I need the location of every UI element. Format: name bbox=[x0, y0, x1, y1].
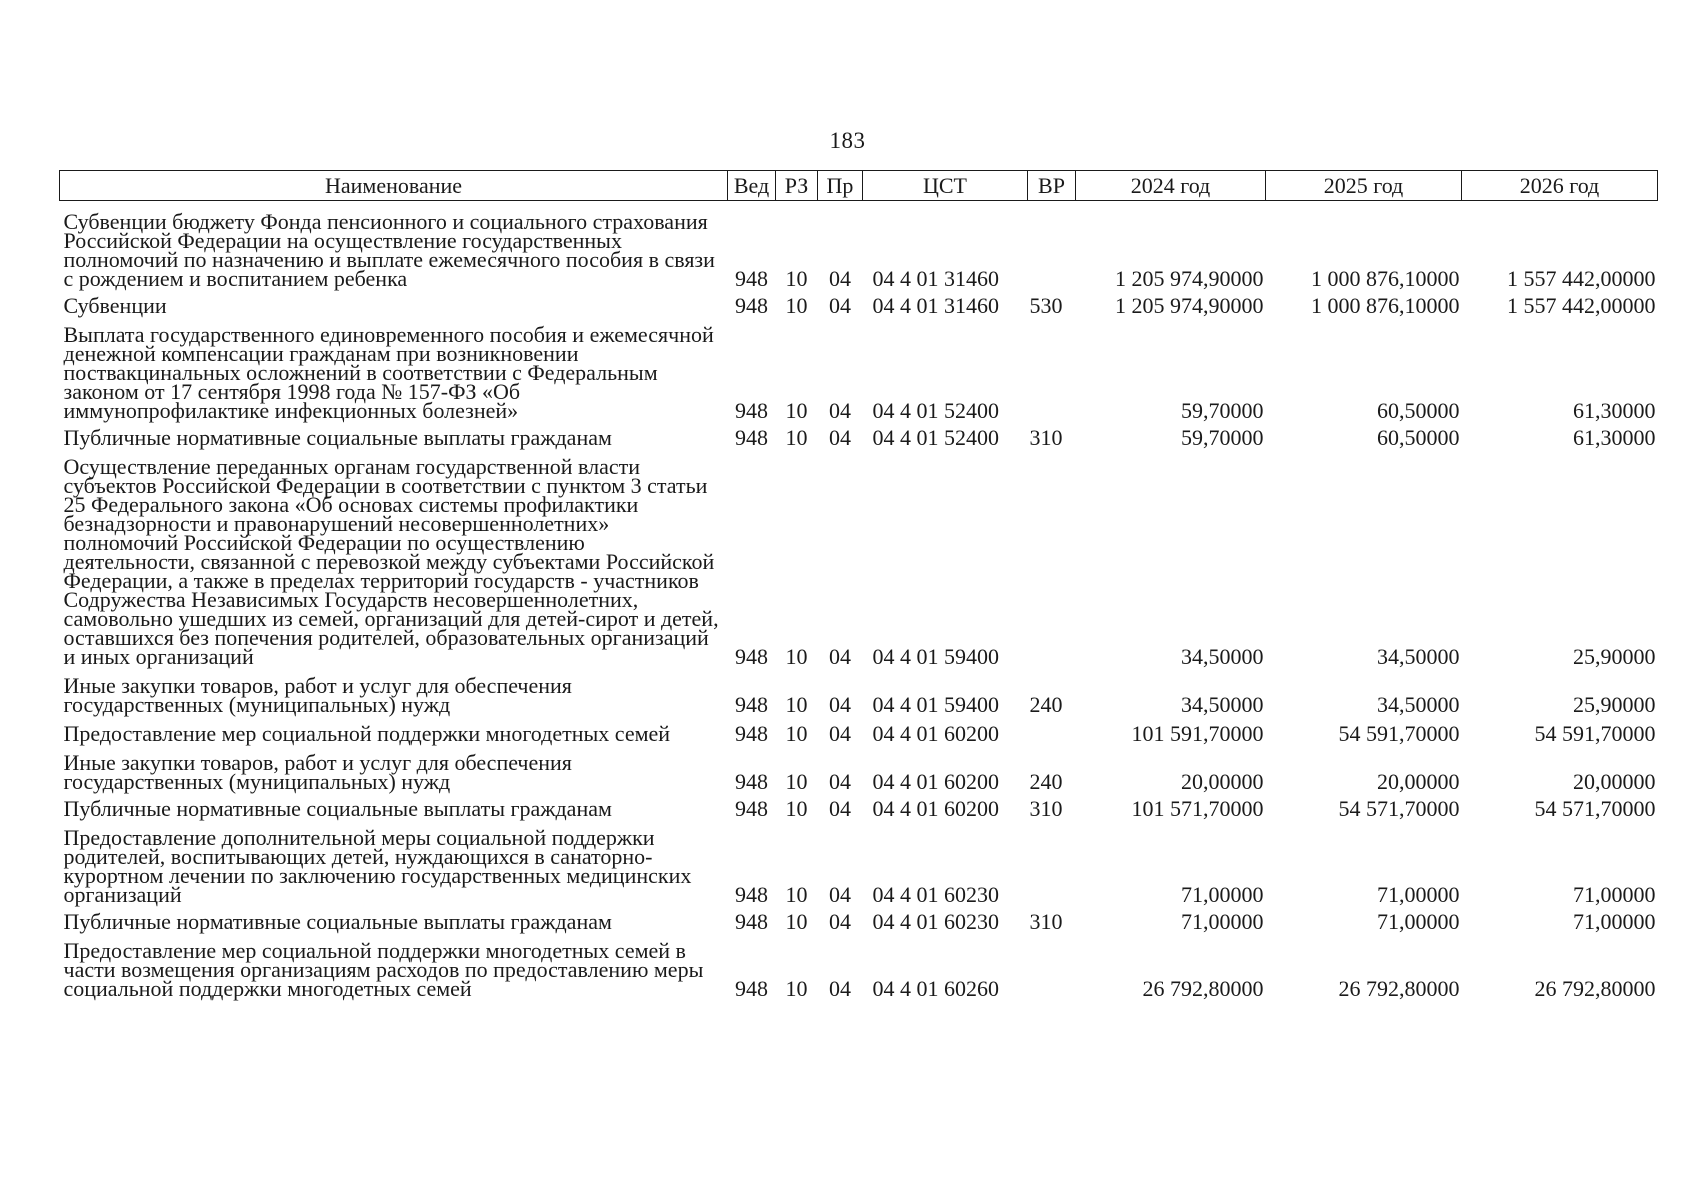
row-cst: 04 4 01 59400 bbox=[872, 644, 999, 669]
row-rz: 10 bbox=[785, 293, 808, 318]
row-2024: 101 571,70000 bbox=[1131, 796, 1264, 821]
row-ved: 948 bbox=[735, 882, 768, 907]
row-cst: 04 4 01 60200 bbox=[872, 796, 999, 821]
row-2026: 71,00000 bbox=[1573, 882, 1656, 907]
row-ved: 948 bbox=[735, 721, 768, 746]
row-2026: 71,00000 bbox=[1573, 909, 1656, 934]
table-row bbox=[60, 791, 1658, 818]
header-vr: ВР bbox=[1028, 171, 1076, 201]
row-2026: 25,90000 bbox=[1573, 644, 1656, 669]
table-row bbox=[60, 420, 1658, 447]
row-2026: 54 591,70000 bbox=[1534, 721, 1656, 746]
row-2025: 20,00000 bbox=[1377, 769, 1460, 794]
row-pr: 04 bbox=[829, 692, 851, 717]
row-rz: 10 bbox=[785, 721, 808, 746]
row-vr bbox=[1028, 315, 1076, 420]
row-2026: 20,00000 bbox=[1573, 769, 1656, 794]
budget-table bbox=[59, 170, 1658, 1001]
row-vr: 310 bbox=[1029, 796, 1063, 821]
table-header-row bbox=[60, 171, 1658, 201]
row-pr: 04 bbox=[829, 398, 851, 423]
row-name: Предоставление мер социальной поддержки многодетных семей в части возмещения организациям расходов по предоставлению меры социальной поддержки многодетных семей bbox=[63, 938, 704, 1001]
row-name: Иные закупки товаров, работ и услуг для обеспечения государственных (муниципальных) нужд bbox=[63, 673, 572, 717]
row-vr: 240 bbox=[1029, 769, 1063, 794]
row-cst: 04 4 01 60230 bbox=[872, 882, 999, 907]
row-2026: 61,30000 bbox=[1573, 425, 1656, 450]
row-rz: 10 bbox=[785, 909, 808, 934]
row-2026: 1 557 442,00000 bbox=[1507, 266, 1656, 291]
row-vr: 530 bbox=[1029, 293, 1063, 318]
table-row bbox=[60, 931, 1658, 998]
row-2025: 1 000 876,10000 bbox=[1311, 266, 1460, 291]
row-name: Публичные нормативные социальные выплаты гражданам bbox=[63, 425, 612, 450]
header-cst: ЦСТ bbox=[863, 171, 1028, 201]
row-cst: 04 4 01 60230 bbox=[872, 909, 999, 934]
row-2026: 54 571,70000 bbox=[1534, 796, 1656, 821]
row-rz: 10 bbox=[785, 644, 808, 669]
row-2024: 1 205 974,90000 bbox=[1115, 293, 1264, 318]
row-2025: 54 591,70000 bbox=[1338, 721, 1460, 746]
header-pr: Пр bbox=[818, 171, 863, 201]
row-cst: 04 4 01 52400 bbox=[872, 425, 999, 450]
table-row bbox=[60, 288, 1658, 315]
row-2025: 60,50000 bbox=[1377, 398, 1460, 423]
row-2025: 60,50000 bbox=[1377, 425, 1460, 450]
row-vr bbox=[1028, 447, 1076, 666]
page-number: 183 bbox=[829, 128, 866, 153]
row-rz: 10 bbox=[785, 425, 808, 450]
row-rz: 10 bbox=[785, 692, 808, 717]
row-name: Осуществление переданных органам государственной власти субъектов Российской Федерации в соответствии с пунктом 3 статьи 25 Федерального закона «Об основах системы профилактики безнадзорности и правонарушений несовершеннолетних» полномочий Российской Федерации по осуществлению деятельности, связанной с перевозкой между субъектами Российской Федерации, а также в пределах территорий государств - участников Содружества Независимых Государств несовершеннолетних, самовольно ушедших из семей, организаций для детей-сирот и детей, оставшихся без попечения родителей, образовательных организаций и иных организаций bbox=[63, 454, 719, 669]
row-2025: 34,50000 bbox=[1377, 644, 1460, 669]
row-ved: 948 bbox=[735, 425, 768, 450]
row-vr: 310 bbox=[1029, 425, 1063, 450]
header-2025: 2025 год bbox=[1266, 171, 1462, 201]
table-row bbox=[60, 743, 1658, 791]
row-ved: 948 bbox=[735, 293, 768, 318]
row-cst: 04 4 01 60260 bbox=[872, 976, 999, 1001]
row-rz: 10 bbox=[785, 266, 808, 291]
row-pr: 04 bbox=[829, 796, 851, 821]
row-2025: 1 000 876,10000 bbox=[1311, 293, 1460, 318]
row-ved: 948 bbox=[735, 769, 768, 794]
row-2024: 71,00000 bbox=[1181, 882, 1264, 907]
row-name: Предоставление дополнительной меры социальной поддержки родителей, воспитывающих детей, нуждающихся в санаторно-курортном лечении по заключению государственных медицинских организаций bbox=[63, 825, 692, 907]
row-2024: 26 792,80000 bbox=[1142, 976, 1264, 1001]
row-cst: 04 4 01 60200 bbox=[872, 721, 999, 746]
row-2026: 26 792,80000 bbox=[1534, 976, 1656, 1001]
row-2026: 61,30000 bbox=[1573, 398, 1656, 423]
row-rz: 10 bbox=[785, 796, 808, 821]
row-pr: 04 bbox=[829, 909, 851, 934]
row-pr: 04 bbox=[829, 976, 851, 1001]
row-2025: 26 792,80000 bbox=[1338, 976, 1460, 1001]
table-row bbox=[60, 201, 1658, 289]
row-pr: 04 bbox=[829, 721, 851, 746]
row-ved: 948 bbox=[735, 976, 768, 1001]
row-pr: 04 bbox=[829, 644, 851, 669]
header-rz: РЗ bbox=[776, 171, 818, 201]
row-ved: 948 bbox=[735, 398, 768, 423]
row-2025: 71,00000 bbox=[1377, 882, 1460, 907]
header-name: Наименование bbox=[60, 171, 728, 201]
row-name: Предоставление мер социальной поддержки многодетных семей bbox=[63, 721, 671, 746]
row-2025: 54 571,70000 bbox=[1338, 796, 1460, 821]
row-2024: 101 591,70000 bbox=[1131, 721, 1264, 746]
row-pr: 04 bbox=[829, 425, 851, 450]
header-2026: 2026 год bbox=[1462, 171, 1658, 201]
row-ved: 948 bbox=[735, 692, 768, 717]
row-cst: 04 4 01 31460 bbox=[872, 293, 999, 318]
row-2024: 20,00000 bbox=[1181, 769, 1264, 794]
row-cst: 04 4 01 60200 bbox=[872, 769, 999, 794]
row-rz: 10 bbox=[785, 398, 808, 423]
row-pr: 04 bbox=[829, 266, 851, 291]
row-vr: 240 bbox=[1029, 692, 1063, 717]
row-ved: 948 bbox=[735, 644, 768, 669]
table-row bbox=[60, 818, 1658, 904]
row-vr bbox=[1028, 201, 1076, 289]
table-row bbox=[60, 315, 1658, 420]
row-vr: 310 bbox=[1029, 909, 1063, 934]
row-pr: 04 bbox=[829, 293, 851, 318]
row-2024: 71,00000 bbox=[1181, 909, 1264, 934]
table-row bbox=[60, 904, 1658, 931]
row-ved: 948 bbox=[735, 796, 768, 821]
row-name: Выплата государственного единовременного пособия и ежемесячной денежной компенсации гражданам при возникновении поствакцинальных осложнений в соответствии с Федеральным законом от 17 сентября 1998 года № 157-ФЗ «Об иммунопрофилактике инфекционных болезней» bbox=[63, 322, 714, 423]
row-rz: 10 bbox=[785, 769, 808, 794]
row-name: Публичные нормативные социальные выплаты гражданам bbox=[63, 796, 612, 821]
row-cst: 04 4 01 31460 bbox=[872, 266, 999, 291]
row-name: Субвенции бюджету Фонда пенсионного и социального страхования Российской Федерации на осуществление государственных полномочий по назначению и выплате ежемесячного пособия в связи с рождением и воспитанием ребенка bbox=[63, 209, 715, 291]
header-2024: 2024 год bbox=[1076, 171, 1266, 201]
row-cst: 04 4 01 52400 bbox=[872, 398, 999, 423]
row-pr: 04 bbox=[829, 882, 851, 907]
row-cst: 04 4 01 59400 bbox=[872, 692, 999, 717]
row-2024: 34,50000 bbox=[1181, 644, 1264, 669]
row-2026: 25,90000 bbox=[1573, 692, 1656, 717]
table-row bbox=[60, 447, 1658, 666]
header-ved: Вед bbox=[728, 171, 776, 201]
row-name: Субвенции bbox=[63, 293, 167, 318]
table-row bbox=[60, 666, 1658, 714]
row-2025: 71,00000 bbox=[1377, 909, 1460, 934]
row-name: Иные закупки товаров, работ и услуг для обеспечения государственных (муниципальных) нужд bbox=[63, 750, 572, 794]
row-2024: 34,50000 bbox=[1181, 692, 1264, 717]
row-rz: 10 bbox=[785, 882, 808, 907]
row-ved: 948 bbox=[735, 909, 768, 934]
row-vr bbox=[1028, 818, 1076, 904]
row-vr bbox=[1028, 714, 1076, 743]
row-2025: 34,50000 bbox=[1377, 692, 1460, 717]
row-2024: 59,70000 bbox=[1181, 398, 1264, 423]
row-ved: 948 bbox=[735, 266, 768, 291]
row-2024: 1 205 974,90000 bbox=[1115, 266, 1264, 291]
row-rz: 10 bbox=[785, 976, 808, 1001]
row-2024: 59,70000 bbox=[1181, 425, 1264, 450]
row-pr: 04 bbox=[829, 769, 851, 794]
row-vr bbox=[1028, 931, 1076, 998]
table-row bbox=[60, 714, 1658, 743]
row-2026: 1 557 442,00000 bbox=[1507, 293, 1656, 318]
row-name: Публичные нормативные социальные выплаты гражданам bbox=[63, 909, 612, 934]
